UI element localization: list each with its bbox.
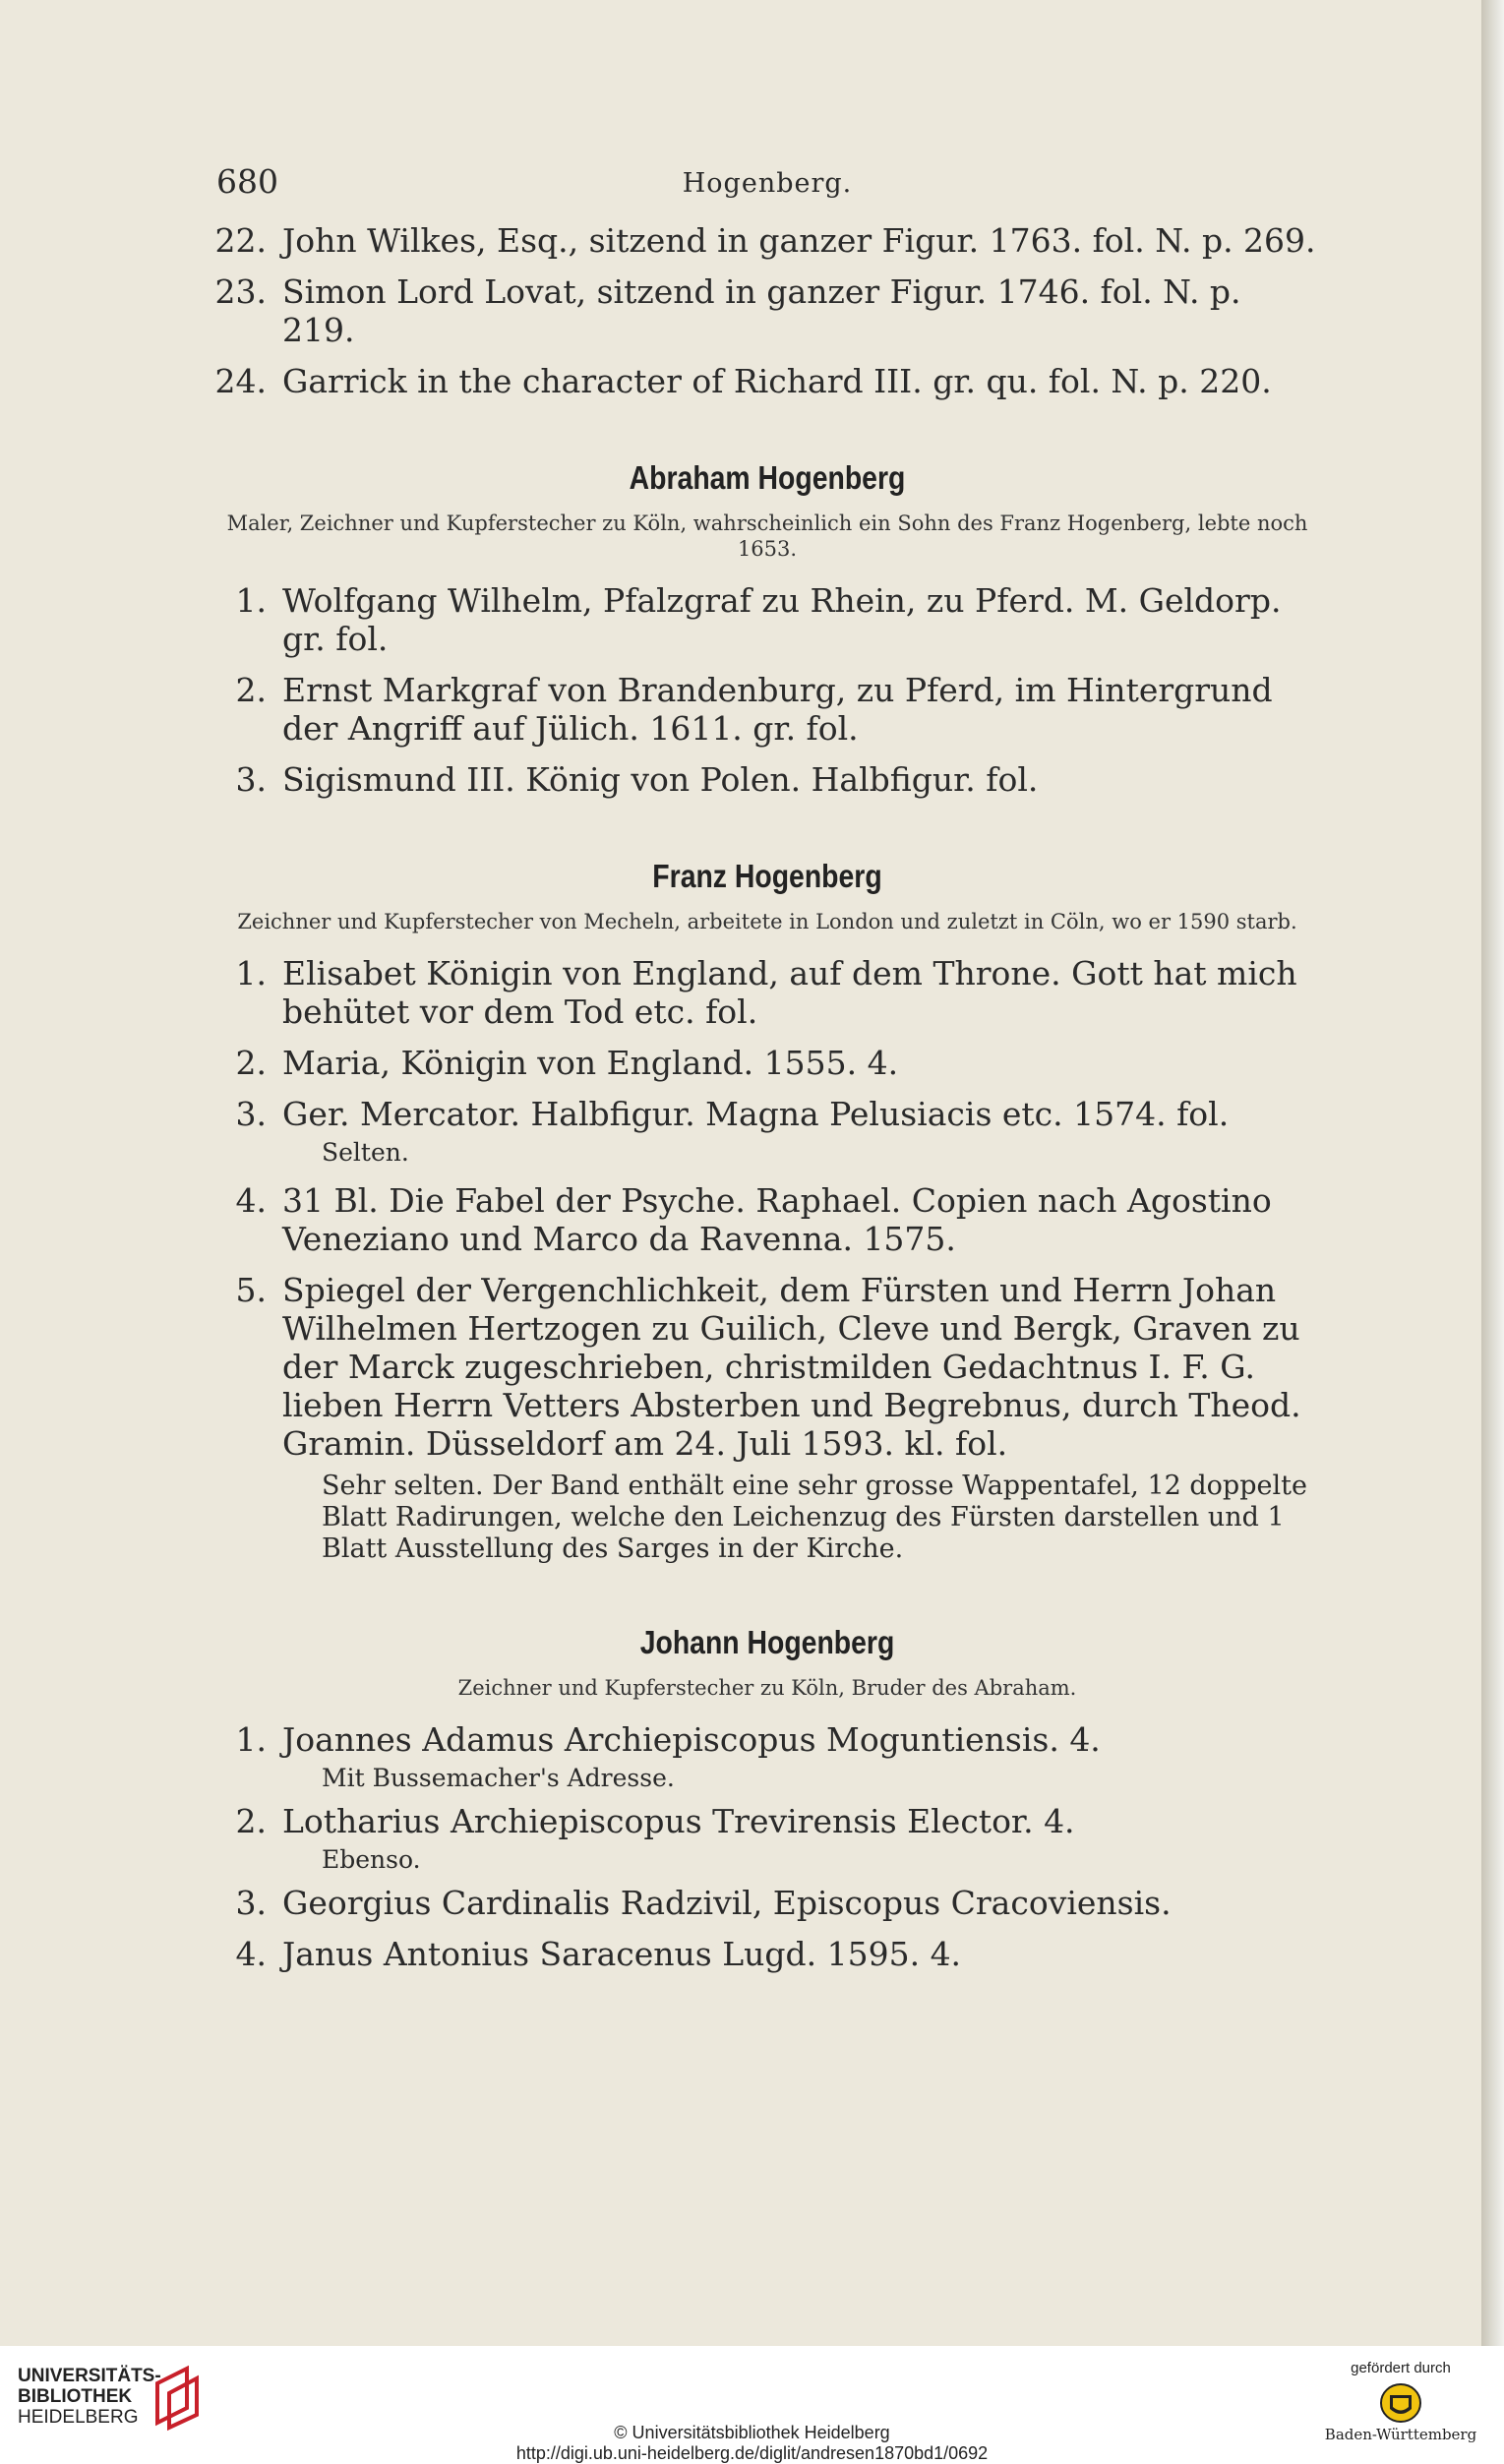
page-edge-shadow: [1481, 0, 1504, 2351]
entry-note: Ebenso.: [322, 1845, 421, 1874]
list-item: 1. Joannes Adamus Archiepiscopus Moguntiensis. 4. Mit Bussemacher's Adresse.: [211, 1720, 1323, 1794]
entry-note: Mit Bussemacher's Adresse.: [322, 1764, 675, 1792]
list-item: 2. Lotharius Archiepiscopus Trevirensis Elector. 4. Ebenso.: [211, 1802, 1323, 1876]
sponsor-block: gefördert durch Baden-Württemberg: [1324, 2360, 1477, 2443]
list-item: 5. Spiegel der Vergenchlichkeit, dem Fürsten und Herrn Johan Wilhelmen Hertzogen zu Guilich, Cleve und Bergk, Graven zu der Marck zugeschrieben, christmilden Gedachtnus I. F. G. lieben Herrn Vetters Absterben und Begrebnus, durch Theod. Gramin. Düsseldorf am 24. Juli 1593. kl. fol. Sehr selten. Der Band enthält eine sehr grosse Wappentafel, 12 doppelte Blatt Radirungen, welche den Leichenzug des Fürsten darstellen und 1 Blatt Ausstellung des Sarges in der Kirche.: [211, 1271, 1323, 1565]
source-url[interactable]: http://digi.ub.uni-heidelberg.de/diglit/andresen1870bd1/0692: [515, 2443, 989, 2463]
list-item: 3. Georgius Cardinalis Radzivil, Episcopus Cracoviensis.: [235, 1884, 1172, 1922]
copyright-notice: © Universitätsbibliothek Heidelberg http://digi.ub.uni-heidelberg.de/diglit/andresen1870bd1/0692: [0, 2423, 1504, 2464]
running-title: Hogenberg.: [682, 168, 853, 199]
section-subtitle: Zeichner und Kupferstecher von Mecheln, arbeitete in London und zuletzt in Cöln, wo er 1590 starb.: [237, 910, 1297, 933]
section-title: Abraham Hogenberg: [629, 459, 906, 496]
entry-note: Selten.: [322, 1138, 409, 1167]
page-content: [211, 162, 1323, 1986]
list-item: 2. Maria, Königin von England. 1555. 4.: [235, 1044, 899, 1082]
section-title: Franz Hogenberg: [652, 858, 882, 894]
list-item: 3. Ger. Mercator. Halbfigur. Magna Pelusiacis etc. 1574. fol. Selten.: [211, 1095, 1323, 1169]
section-subtitle: Maler, Zeichner und Kupferstecher zu Köln, wahrscheinlich ein Sohn des Franz Hogenberg, lebte noch 1653.: [226, 511, 1308, 561]
library-logo[interactable]: UNIVERSITÄTS- BIBLIOTHEK HEIDELBERG: [18, 2366, 161, 2428]
list-item: 23. Simon Lord Lovat, sitzend in ganzer Figur. 1746. fol. N. p. 219.: [214, 272, 1241, 349]
list-item: 24. Garrick in the character of Richard III. gr. qu. fol. N. p. 220.: [214, 362, 1272, 400]
list-item: 1. Elisabet Königin von England, auf dem Throne. Gott hat mich behütet vor dem Tod etc. fol.: [235, 954, 1297, 1031]
footer-bar: [0, 2346, 1504, 2463]
section-subtitle: Zeichner und Kupferstecher zu Köln, Bruder des Abraham.: [457, 1676, 1077, 1700]
entry-note: Sehr selten. Der Band enthält eine sehr grosse Wappentafel, 12 doppelte Blatt Radirungen, welche den Leichenzug des Fürsten darstellen und 1 Blatt Ausstellung des Sarges in der Kirche.: [322, 1471, 1307, 1564]
list-item: 3. Sigismund III. König von Polen. Halbfigur. fol.: [235, 760, 1039, 799]
list-item: 4. Janus Antonius Saracenus Lugd. 1595. 4.: [235, 1935, 962, 1973]
section-title: Johann Hogenberg: [639, 1624, 895, 1660]
list-item: 2. Ernst Markgraf von Brandenburg, zu Pferd, im Hintergrund der Angriff auf Jülich. 1611. gr. fol.: [235, 671, 1273, 748]
list-item: 22. John Wilkes, Esq., sitzend in ganzer Figur. 1763. fol. N. p. 269.: [214, 221, 1316, 260]
running-head: [211, 162, 1323, 221]
page-number: 680: [216, 162, 278, 201]
list-item: 4. 31 Bl. Die Fabel der Psyche. Raphael. Copien nach Agostino Veneziano und Marco da Ravenna. 1575.: [235, 1181, 1272, 1258]
coat-of-arms-icon: [1378, 2381, 1423, 2425]
list-item: 1. Wolfgang Wilhelm, Pfalzgraf zu Rhein, zu Pferd. M. Geldorp. gr. fol.: [235, 581, 1282, 658]
